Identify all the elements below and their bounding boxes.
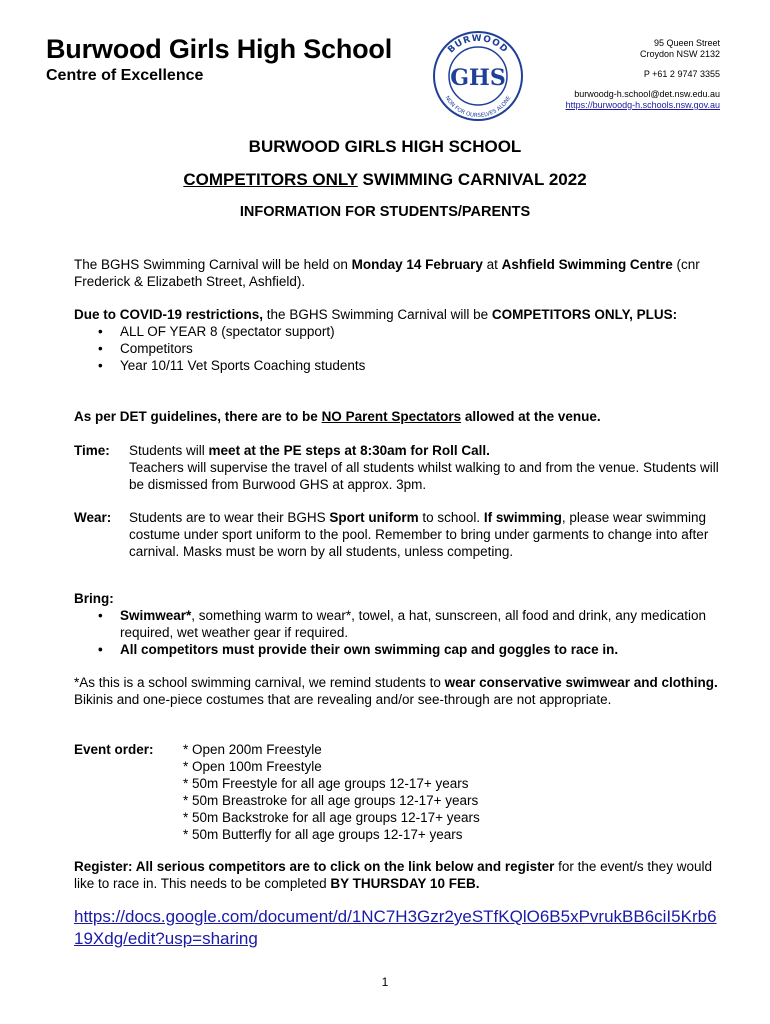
det-guidelines: As per DET guidelines, there are to be NO Parent Spectators allowed at the venue. [74,409,601,424]
event-item: * 50m Backstroke for all age groups 12-17+ years [183,810,480,825]
swimwear-note: *As this is a school swimming carnival, we remind students to wear conservative swimwear and clothing. Bikinis and one-piece costumes that are revealing and/or see-through are not appropriate. [74,675,718,707]
address-line-2: Croydon NSW 2132 [639,49,720,59]
time-section: Time: Students will meet at the PE steps at 8:30am for Roll Call. Teachers will supervise the travel of all students whilst walking to and from the venue. Students will be dismissed from Burwood GHS at approx. 3pm. [74,443,719,492]
school-name: Burwood Girls High School [46,34,393,64]
event-order-label: Event order: [74,742,154,757]
wear-label: Wear: [74,510,112,525]
carnival-title: COMPETITORS ONLY SWIMMING CARNIVAL 2022 [183,170,587,189]
event-item: * 50m Freestyle for all age groups 12-17+ years [183,776,469,791]
info-heading: INFORMATION FOR STUDENTS/PARENTS [239,204,531,220]
register-section: Register: All serious competitors are to click on the link below and register for the event/s they would like to race in. This needs to be completed BY THURSDAY 10 FEB. [74,859,712,891]
event-item: * 50m Butterfly for all age groups 12-17+ years [183,827,463,842]
bring-section [74,590,724,658]
email-address[interactable]: burwoodg-h.school@det.nsw.edu.au [574,89,720,99]
website-link[interactable]: https://burwoodg-h.schools.nsw.gov.au [565,100,720,110]
list-item: • All competitors must provide their own swimming cap and goggles to race in. [74,641,724,658]
svg-text:GHS: GHS [450,65,506,91]
svg-text:BURWOOD: BURWOOD [446,33,510,56]
time-label: Time: [74,443,110,458]
svg-text:NON FOR OURSELVES ALONE: NON FOR OURSELVES ALONE [443,95,513,120]
list-item: • Swimwear*, something warm to wear*, towel, a hat, sunscreen, all food and drink, any medication required, wet weather gear if required. [74,607,724,641]
address-line-1: 95 Queen Street [653,38,720,48]
event-item: * Open 100m Freestyle [183,759,322,774]
list-item: • ALL OF YEAR 8 (spectator support) [74,323,724,340]
document-title: BURWOOD GIRLS HIGH SCHOOL [248,137,522,156]
event-order-section [74,741,724,843]
event-item: * Open 200m Freestyle [183,742,322,757]
contact-block [566,38,720,111]
list-item: • Year 10/11 Vet Sports Coaching students [74,357,724,374]
intro-paragraph: The BGHS Swimming Carnival will be held on Monday 14 February at Ashfield Swimming Centre (cnr Frederick & Elizabeth Street, Ashfield). [74,257,700,289]
page-number: 1 [381,975,389,989]
registration-link[interactable]: https://docs.google.com/document/d/1NC7H3Gzr2yeSTfKQlO6B5xPvrukBB6ciI5Krb619Xdg/edit?usp=sharing [74,907,717,948]
school-crest-logo [431,30,525,122]
list-item: • Competitors [74,340,724,357]
school-subtitle: Centre of Excellence [46,67,204,84]
covid-section: Due to COVID-19 restrictions, the BGHS Swimming Carnival will be COMPETITORS ONLY, PLUS: • ALL OF YEAR 8 (spectator support) • Competitors • Year 10/11 Vet Sports Coaching students [74,306,724,374]
bring-label: Bring: [74,591,114,606]
event-item: * 50m Breastroke for all age groups 12-17+ years [183,793,479,808]
phone-number: P +61 2 9747 3355 [643,69,720,79]
wear-section: Wear: Students are to wear their BGHS Sport uniform to school. If swimming, please wear swimming costume under sport uniform to the pool. Remember to bring under garments to change into after carnival. Masks must be worn by all students, unless competing. [74,510,709,559]
